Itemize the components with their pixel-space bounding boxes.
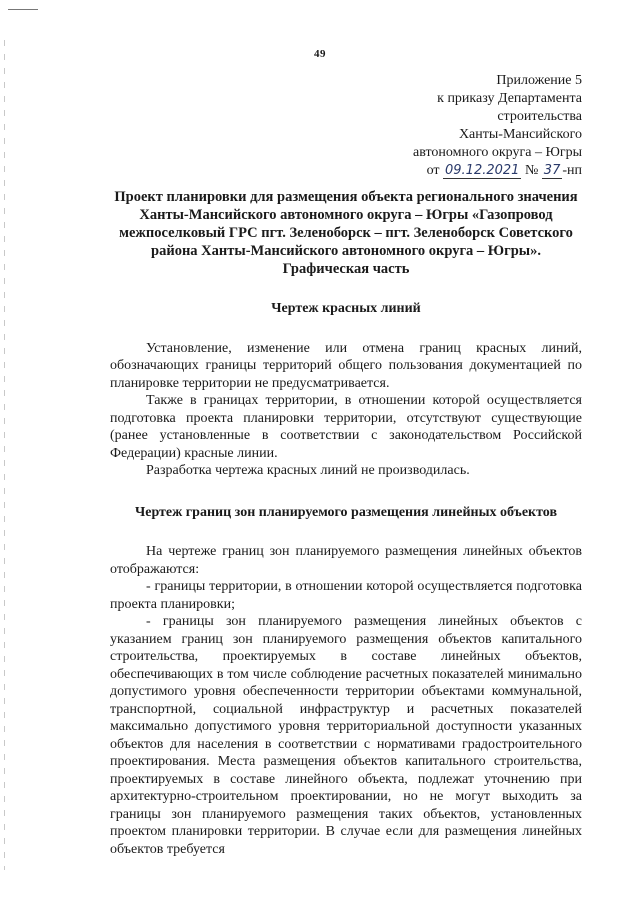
number-suffix: -нп <box>562 163 582 178</box>
approval-block <box>342 72 582 180</box>
approval-line: Приложение 5 <box>496 73 582 88</box>
page-number: 49 <box>314 48 326 60</box>
handwritten-number: 37 <box>543 163 561 178</box>
paragraph: Также в границах территории, в отношении которой осуществляется подготовка проекта планировки территории, отсутствуют существующие (ранее установленные в соответствии с законодательством Российской Федерации) красные линии. <box>110 393 582 461</box>
paragraph: Установление, изменение или отмена границ красных линий, обозначающих границы территорий общего пользования документацией по планировке территории не предусматривается. <box>110 340 582 391</box>
paragraph: На чертеже границ зон планируемого размещения линейных объектов отображаются: <box>110 544 582 577</box>
section-heading-red-lines: Чертеж красных линий <box>271 301 421 316</box>
section-heading-linear-objects: Чертеж границ зон планируемого размещения линейных объектов <box>134 504 558 520</box>
list-item: - границы территории, в отношении которой осуществляется подготовка проекта планировки; <box>110 579 582 612</box>
scan-edge-shadow <box>4 40 5 870</box>
list-item: - границы зон планируемого размещения линейных объектов с указанием границ зон планируемого размещения объектов капитального строительства, проектируемых в составе линейных объектов, обеспечивающих в том числе соблюдение расчетных показателей минимально допустимого уровня обеспеченности территории объектами коммунальной, транспортной, социальной инфраструктур и расчетных показателей максимально допустимого уровня территориальной доступности указанных объектов для населения в соответствии с нормативами градостроительного проектирования. Места размещения объектов капитального строительства, проектируемых в составе линейного объекта, подлежат уточнению при архитектурно-строительном проектировании, но не могут выходить за границы зон планируемого размещения таких объектов, установленных проектом планировки территории. В случае если для размещения линейных объектов требуется <box>110 614 582 857</box>
handwritten-date: 09.12.2021 <box>445 163 520 178</box>
document-body <box>110 188 582 858</box>
number-prefix: № <box>524 163 539 178</box>
scan-edge-mark <box>8 9 38 10</box>
approval-line: к приказу Департамента <box>437 91 582 106</box>
approval-date-line <box>342 162 582 180</box>
date-prefix: от <box>426 163 440 178</box>
approval-line: Ханты-Мансийского <box>458 127 582 142</box>
document-title: Проект планировки для размещения объекта регионального значения Ханты-Мансийского автономного округа – Югры «Газопровод межпоселковый ГРС пгт. Зеленоборск – пгт. Зеленоборск Советского района Ханты-Мансийского автономного округа – Югры». Графическая часть <box>114 189 578 277</box>
approval-line: автономного округа – Югры <box>413 145 582 160</box>
paragraph: Разработка чертежа красных линий не производилась. <box>146 463 470 478</box>
approval-line: строительства <box>497 109 582 124</box>
